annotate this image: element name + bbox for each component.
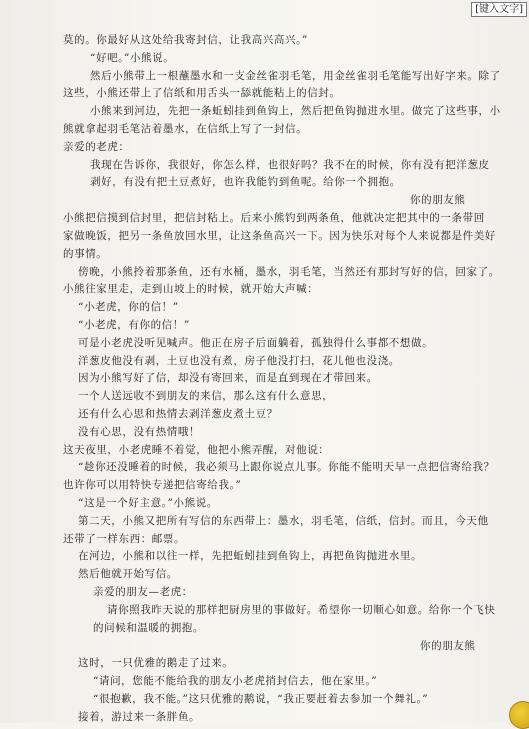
text-line: 亲爱的朋友—老虎： xyxy=(93,586,193,598)
text-line: 在河边，小熊和以往一样，先把蚯蚓挂到鱼钩上，再把鱼钩抛进水里。 xyxy=(78,550,423,562)
text-line: 的问候和温暖的拥抱。 xyxy=(93,622,204,634)
text-line: 然后他就开始写信。 xyxy=(78,568,178,580)
text-line: 我现在告诉你，我很好，你怎么样，也很好吗？我不在的时候，你有没有把洋葱皮 xyxy=(90,159,490,171)
text-line: 这些，小熊还带上了信纸和用舌头一舔就能粘上的信封。 xyxy=(63,87,341,99)
text-line: 一个人送远收不到朋友的来信，那么这有什么意思， xyxy=(78,390,334,402)
text-line: 也许你可以用特快专递把信寄给我。” xyxy=(63,479,242,491)
input-text-tag: [键入文字] xyxy=(471,2,527,17)
corner-sticker-icon xyxy=(509,701,529,729)
text-line: 你的朋友熊 xyxy=(410,194,466,206)
text-line: “这是一个好主意。”小熊说。 xyxy=(78,497,218,509)
text-line: 剥好，有没有把土豆煮好，也许我能钓到鱼呢。给你一个拥抱。 xyxy=(90,176,401,188)
text-line: 可是小老虎没听见喊声。他正在房子后面躺着，孤独得什么事都不想做。 xyxy=(78,337,434,349)
text-line: 还有什么心思和热情去剥洋葱皮煮土豆？ xyxy=(78,408,278,420)
text-line: “请问，您能不能给我的朋友小老虎捎封信去，他在家里。” xyxy=(93,675,378,687)
text-line: “小老虎，有你的信！” xyxy=(78,319,190,331)
text-line: 这时，一只优雅的鹅走了过来。 xyxy=(78,657,234,669)
text-line: 熊就拿起羽毛笔沾着墨水，在信纸上写了一封信。 xyxy=(63,123,308,135)
text-line: 的事情。 xyxy=(63,248,108,260)
text-line: 因为小熊写好了信，却没有寄回来，而是直到现在才带回来。 xyxy=(78,372,378,384)
text-line: 没有心思，没有热情哦！ xyxy=(78,426,201,438)
text-line: 请你照我昨天说的那样把厨房里的事做好。希望你一切顺心如意。给你一个飞快 xyxy=(107,604,496,616)
text-line: 第二天，小熊又把所有写信的东西带上：墨水，羽毛笔，信纸，信封。而且，今天他 xyxy=(78,515,489,527)
text-line: “小老虎，你的信！” xyxy=(78,301,179,313)
text-line: 还带了一样东西：邮票。 xyxy=(63,533,186,545)
text-line: “趁你还没睡着的时候，我必须马上跟你说点儿事。你能不能明天早一点把信寄给我？ xyxy=(78,461,495,473)
text-line: “好吧。”小熊说。 xyxy=(90,52,175,64)
text-line: 小熊来到河边，先把一条蚯蚓挂到鱼钩上，然后把鱼钩抛进水里。做完了这些事，小 xyxy=(90,105,501,117)
text-line: 家做晚饭，把另一条鱼放回水里，让这条鱼高兴一下。因为快乐对每个人来说都是件美好 xyxy=(63,230,496,242)
text-line: 接着，游过来一条胖鱼。 xyxy=(78,711,201,723)
text-line: 你的朋友熊 xyxy=(420,640,476,652)
text-line: 然后小熊带上一根蘸墨水和一支金丝雀羽毛笔，用金丝雀羽毛笔能写出好字来。除了 xyxy=(90,70,501,82)
text-line: 傍晚，小熊拎着那条鱼，还有水桶，墨水，羽毛笔，当然还有那封写好的信，回家了。 xyxy=(78,266,500,278)
text-line: 洋葱皮他没有剥，土豆也没有煮，房子他没打扫，花儿他也没浇。 xyxy=(78,355,400,367)
text-line: 这天夜里，小老虎睡不着觉，他把小熊弄醒，对他说： xyxy=(63,444,330,456)
text-line: 小熊往家里走，走到山坡上的时候，就开始大声喊： xyxy=(63,283,319,295)
text-line: 小熊把信摸到信封里，把信封粘上。后来小熊钓到两条鱼，他就决定把其中的一条带回 xyxy=(63,212,485,224)
text-line: 亲爱的老虎： xyxy=(63,141,130,153)
text-line: 莫的。你最好从这处给我寄封信，让我高兴高兴。” xyxy=(63,34,308,46)
text-line: “很抱歉，我不能。”这只优雅的鹅说，“我正要赶着去参加一个舞礼。” xyxy=(93,693,429,705)
